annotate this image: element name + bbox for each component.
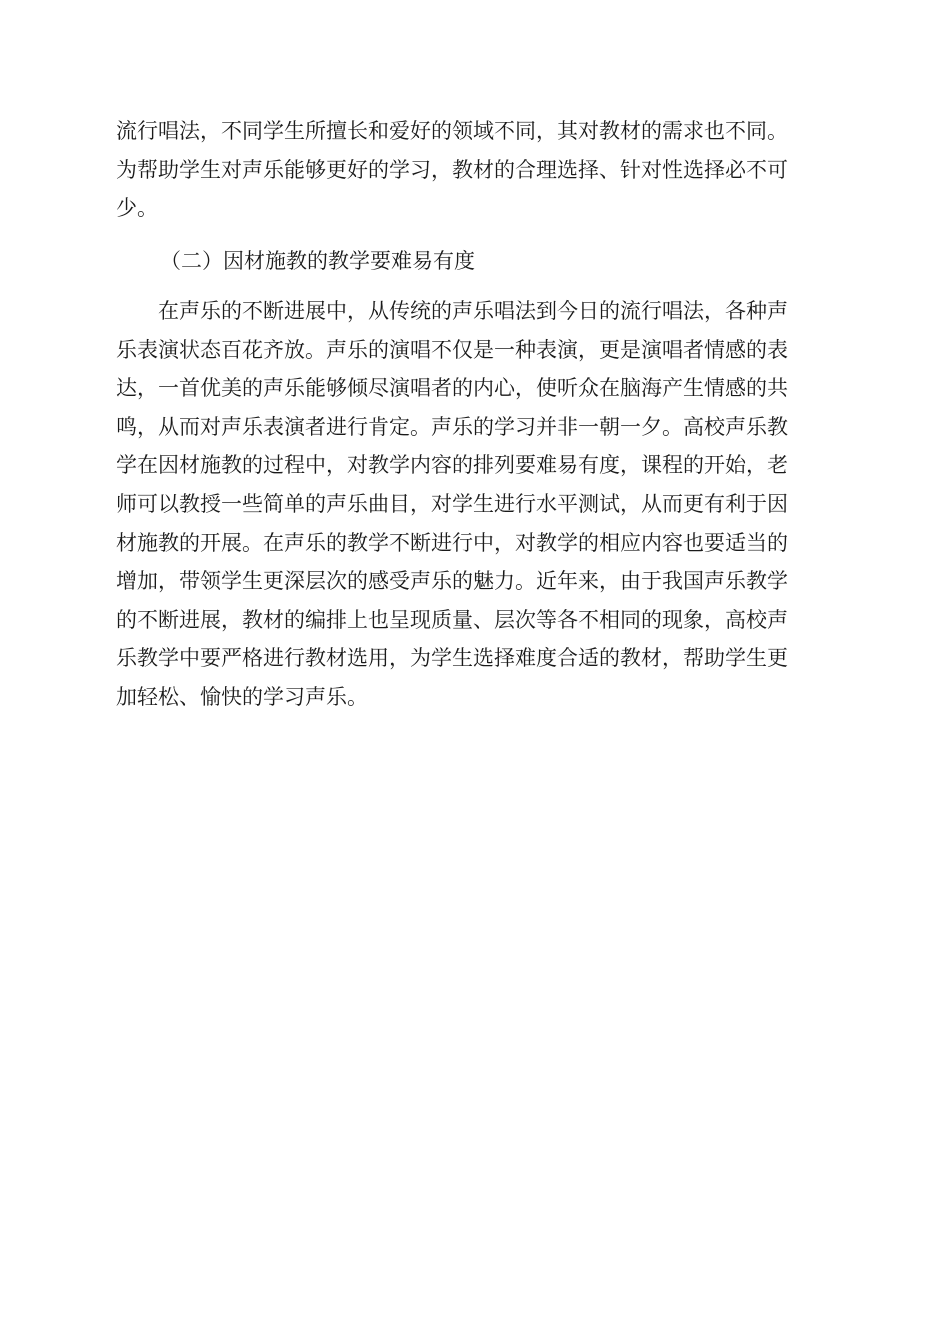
- paragraph-line: 师可以教授一些简单的声乐曲目，对学生进行水平测试，从而更有利于因: [116, 491, 788, 516]
- body-paragraph: [116, 292, 836, 717]
- paragraph-line: 增加，带领学生更深层次的感受声乐的魅力。近年来，由于我国声乐教学: [116, 569, 788, 594]
- paragraph-line: 少。: [116, 196, 158, 221]
- paragraph-line: 乐表演状态百花齐放。声乐的演唱不仅是一种表演，更是演唱者情感的表: [116, 337, 788, 362]
- paragraph-continuation: [116, 112, 836, 228]
- paragraph-line: 鸣，从而对声乐表演者进行肯定。声乐的学习并非一朝一夕。高校声乐教: [116, 414, 788, 439]
- paragraph-line: 材施教的开展。在声乐的教学不断进行中，对教学的相应内容也要适当的: [116, 530, 788, 555]
- paragraph-line: 为帮助学生对声乐能够更好的学习，教材的合理选择、针对性选择必不可: [116, 157, 788, 182]
- paragraph-line: 乐教学中要严格进行教材选用，为学生选择难度合适的教材，帮助学生更: [116, 646, 788, 671]
- paragraph-line: 在声乐的不断进展中，从传统的声乐唱法到今日的流行唱法，各种声: [158, 299, 788, 323]
- paragraph-line: 的不断进展，教材的编排上也呈现质量、层次等各不相同的现象，高校声: [116, 607, 788, 632]
- section-heading: （二）因材施教的教学要难易有度: [160, 249, 475, 273]
- paragraph-line: 加轻松、愉快的学习声乐。: [116, 684, 368, 709]
- paragraph-line: 流行唱法，不同学生所擅长和爱好的领域不同，其对教材的需求也不同。: [116, 119, 788, 143]
- paragraph-line: 学在因材施教的过程中，对教学内容的排列要难易有度，课程的开始，老: [116, 453, 788, 478]
- paragraph-line: 达，一首优美的声乐能够倾尽演唱者的内心，使听众在脑海产生情感的共: [116, 376, 788, 401]
